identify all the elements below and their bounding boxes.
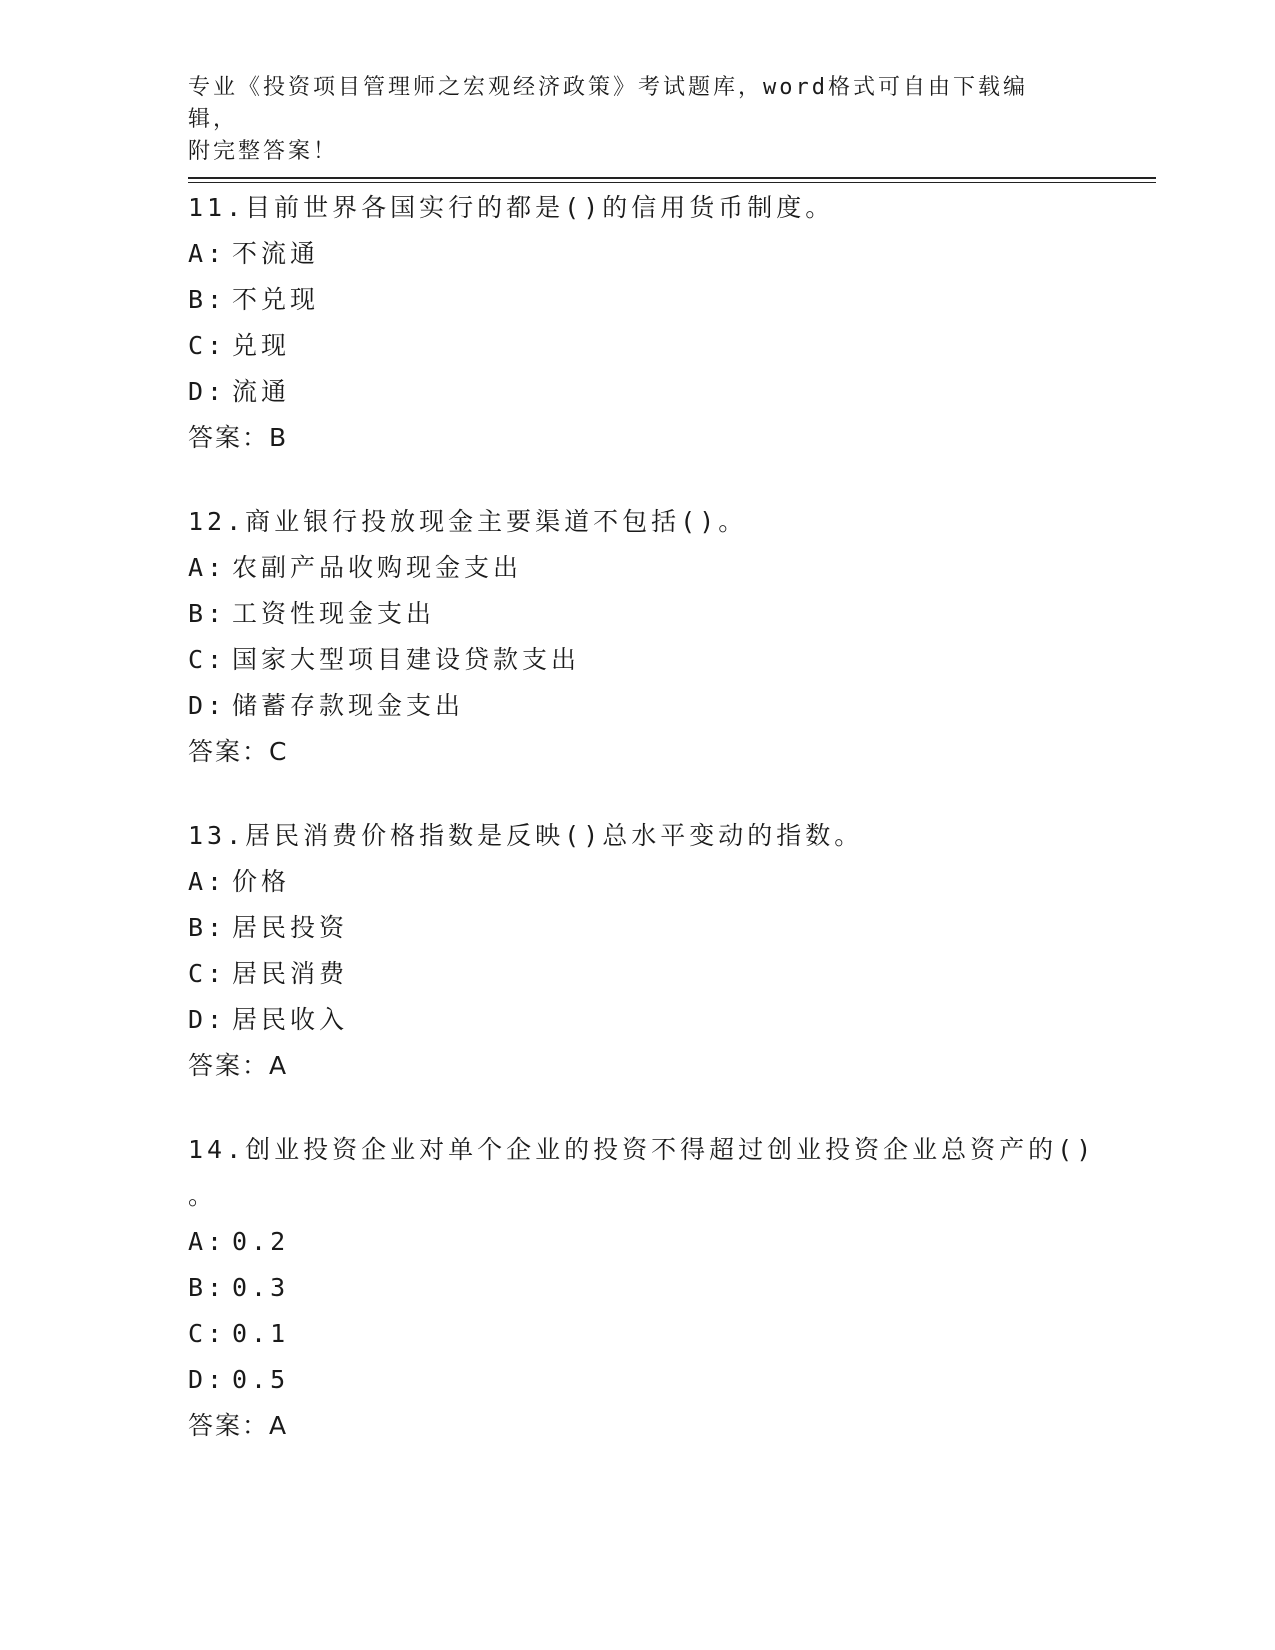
- answer: 答案：A: [188, 1051, 289, 1080]
- option-key: C:: [188, 959, 227, 988]
- question-12: [188, 499, 1088, 775]
- answer: 答案：B: [188, 423, 289, 452]
- option-text: 0.1: [232, 1319, 290, 1348]
- option-key: A:: [188, 867, 227, 896]
- option-key: D:: [188, 1005, 227, 1034]
- option-key: A:: [188, 239, 227, 268]
- option-text: 流通: [232, 377, 291, 406]
- option-text: 农副产品收购现金支出: [232, 553, 523, 582]
- option-d: [188, 683, 1088, 729]
- option-a: [188, 859, 1088, 905]
- document-header: [188, 72, 1068, 168]
- option-b: [188, 905, 1088, 951]
- option-key: D:: [188, 1365, 227, 1394]
- option-a: [188, 1219, 1088, 1265]
- option-d: [188, 997, 1088, 1043]
- option-text: 储蓄存款现金支出: [232, 691, 465, 720]
- question-11: [188, 185, 1088, 461]
- header-line-1: 专业《投资项目管理师之宏观经济政策》考试题库，word格式可自由下载编辑，: [188, 75, 1028, 132]
- header-line-2: 附完整答案！: [188, 139, 339, 164]
- option-key: B:: [188, 913, 227, 942]
- option-c: [188, 323, 1088, 369]
- question-text-continuation: 。: [188, 1181, 218, 1210]
- option-a: [188, 545, 1088, 591]
- option-text: 0.2: [232, 1227, 290, 1256]
- option-key: B:: [188, 1273, 227, 1302]
- option-b: [188, 1265, 1088, 1311]
- option-d: [188, 369, 1088, 415]
- option-text: 价格: [232, 867, 291, 896]
- option-key: B:: [188, 285, 227, 314]
- option-text: 居民投资: [232, 913, 349, 942]
- header-rule-thick: [188, 177, 1156, 179]
- option-text: 兑现: [232, 331, 291, 360]
- option-text: 居民消费: [232, 959, 349, 988]
- option-text: 不兑现: [232, 285, 320, 314]
- option-text: 0.5: [232, 1365, 290, 1394]
- question-13: [188, 813, 1088, 1089]
- option-d: [188, 1357, 1088, 1403]
- option-c: [188, 1311, 1088, 1357]
- option-b: [188, 591, 1088, 637]
- question-14: [188, 1127, 1096, 1449]
- option-key: D:: [188, 691, 227, 720]
- option-key: A:: [188, 553, 227, 582]
- option-text: 0.3: [232, 1273, 290, 1302]
- option-b: [188, 277, 1088, 323]
- option-key: C:: [188, 1319, 227, 1348]
- option-key: B:: [188, 599, 227, 628]
- option-a: [188, 231, 1088, 277]
- option-key: D:: [188, 377, 227, 406]
- option-text: 国家大型项目建设贷款支出: [232, 645, 581, 674]
- answer: 答案：C: [188, 737, 289, 766]
- option-text: 工资性现金支出: [232, 599, 436, 628]
- option-key: C:: [188, 645, 227, 674]
- option-c: [188, 637, 1088, 683]
- option-text: 不流通: [232, 239, 320, 268]
- option-key: A:: [188, 1227, 227, 1256]
- question-text: 12.商业银行投放现金主要渠道不包括()。: [188, 507, 748, 536]
- option-text: 居民收入: [232, 1005, 349, 1034]
- question-text: 13.居民消费价格指数是反映()总水平变动的指数。: [188, 821, 864, 850]
- answer: 答案：A: [188, 1411, 289, 1440]
- question-text: 14.创业投资企业对单个企业的投资不得超过创业投资企业总资产的(): [188, 1135, 1096, 1164]
- question-text: 11.目前世界各国实行的都是()的信用货币制度。: [188, 193, 835, 222]
- option-c: [188, 951, 1088, 997]
- header-rule-thin: [188, 182, 1156, 183]
- option-key: C:: [188, 331, 227, 360]
